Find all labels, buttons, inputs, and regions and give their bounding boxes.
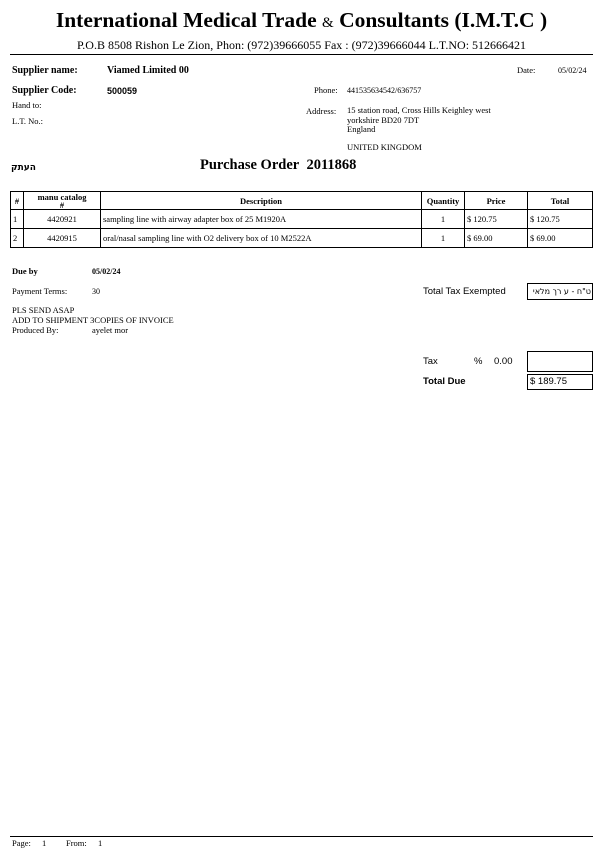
tax-exempt-label: Total Tax Exempted <box>423 286 506 297</box>
items-table <box>10 191 593 248</box>
row-total: $ 69.00 <box>528 229 593 248</box>
hand-to-label: Hand to: <box>12 100 42 110</box>
phone-label: Phone: <box>314 85 338 95</box>
from-label: From: <box>66 838 87 848</box>
total-due-value: $ 189.75 <box>527 374 593 390</box>
tax-amount-box <box>527 351 593 372</box>
col-quantity: Quantity <box>422 192 465 210</box>
row-total: $ 120.75 <box>528 210 593 229</box>
supplier-name-label: Supplier name: <box>12 65 78 76</box>
row-num: 2 <box>11 229 24 248</box>
from-value: 1 <box>98 838 103 848</box>
company-contact: P.O.B 8508 Rishon Le Zion, Phon: (972)39666055 Fax : (972)39666044 L.T.NO: 512666421 <box>76 38 527 52</box>
row-num: 1 <box>11 210 24 229</box>
supplier-code-label: Supplier Code: <box>12 85 77 96</box>
tax-percent-value: 0.00 <box>494 356 513 367</box>
address-line3: England <box>347 124 376 134</box>
items-table-header <box>11 192 593 210</box>
row-price: $ 120.75 <box>465 210 528 229</box>
address-label: Address: <box>306 106 337 116</box>
table-row <box>11 210 593 229</box>
payment-terms-value: 30 <box>92 287 100 296</box>
copy-label: העתק <box>11 163 36 173</box>
table-row <box>11 229 593 248</box>
tax-percent-sign: % <box>474 356 483 367</box>
supplier-code-value: 500059 <box>107 86 138 96</box>
address-country: UNITED KINGDOM <box>347 142 422 152</box>
supplier-name-value: Viamed Limited 00 <box>107 65 189 76</box>
note-line2: ADD TO SHIPMENT 3COPIES OF INVOICE <box>12 315 174 325</box>
po-title-label: Purchase Order <box>200 157 300 173</box>
lt-no-label: L.T. No.: <box>12 116 44 126</box>
address-line2: yorkshire BD20 7DT <box>347 114 420 125</box>
date-label: Date: <box>517 65 536 75</box>
col-description: Description <box>101 192 422 210</box>
company-name-part2: Consultants (I.M.T.C ) <box>339 8 548 32</box>
tax-exempt-value: ט"ח - ע רך מלאי <box>527 283 593 300</box>
note-line1: PLS SEND ASAP <box>12 305 75 315</box>
payment-terms-label: Payment Terms: <box>12 286 68 296</box>
col-num: # <box>11 192 24 210</box>
total-due-label: Total Due <box>423 376 466 387</box>
row-quantity: 1 <box>422 210 465 229</box>
address-line1: 15 station road, Cross Hills Keighley west <box>347 105 491 115</box>
row-description: sampling line with airway adapter box of 25 M1920A <box>101 210 422 229</box>
date-value: 05/02/24 <box>558 66 587 75</box>
company-name-part1: International Medical Trade <box>55 8 317 32</box>
address-block <box>347 106 491 135</box>
page-label: Page: <box>12 838 31 848</box>
produced-by-label: Produced By: <box>12 325 59 335</box>
col-catalog <box>24 192 101 210</box>
produced-by-value: ayelet mor <box>92 325 129 335</box>
due-by-value: 05/02/24 <box>92 267 121 276</box>
tax-label: Tax <box>423 356 438 367</box>
company-name <box>0 8 603 33</box>
order-notes <box>12 305 174 325</box>
phone-value: 441535634542/636757 <box>347 86 422 95</box>
row-catalog: 4420915 <box>24 229 101 248</box>
row-quantity: 1 <box>422 229 465 248</box>
page-value: 1 <box>42 838 47 848</box>
row-price: $ 69.00 <box>465 229 528 248</box>
col-catalog-line2: # <box>59 199 65 210</box>
header-divider <box>10 54 593 55</box>
row-catalog: 4420921 <box>24 210 101 229</box>
purchase-order-title <box>200 157 356 174</box>
po-number: 2011868 <box>306 157 357 173</box>
footer-divider <box>10 836 593 837</box>
col-price: Price <box>465 192 528 210</box>
company-name-amp: & <box>322 15 334 31</box>
row-description: oral/nasal sampling line with O2 delivery box of 10 M2522A <box>101 229 422 248</box>
col-total: Total <box>528 192 593 210</box>
col-catalog-line1: manu catalog <box>37 191 87 202</box>
due-by-label: Due by <box>12 266 38 276</box>
